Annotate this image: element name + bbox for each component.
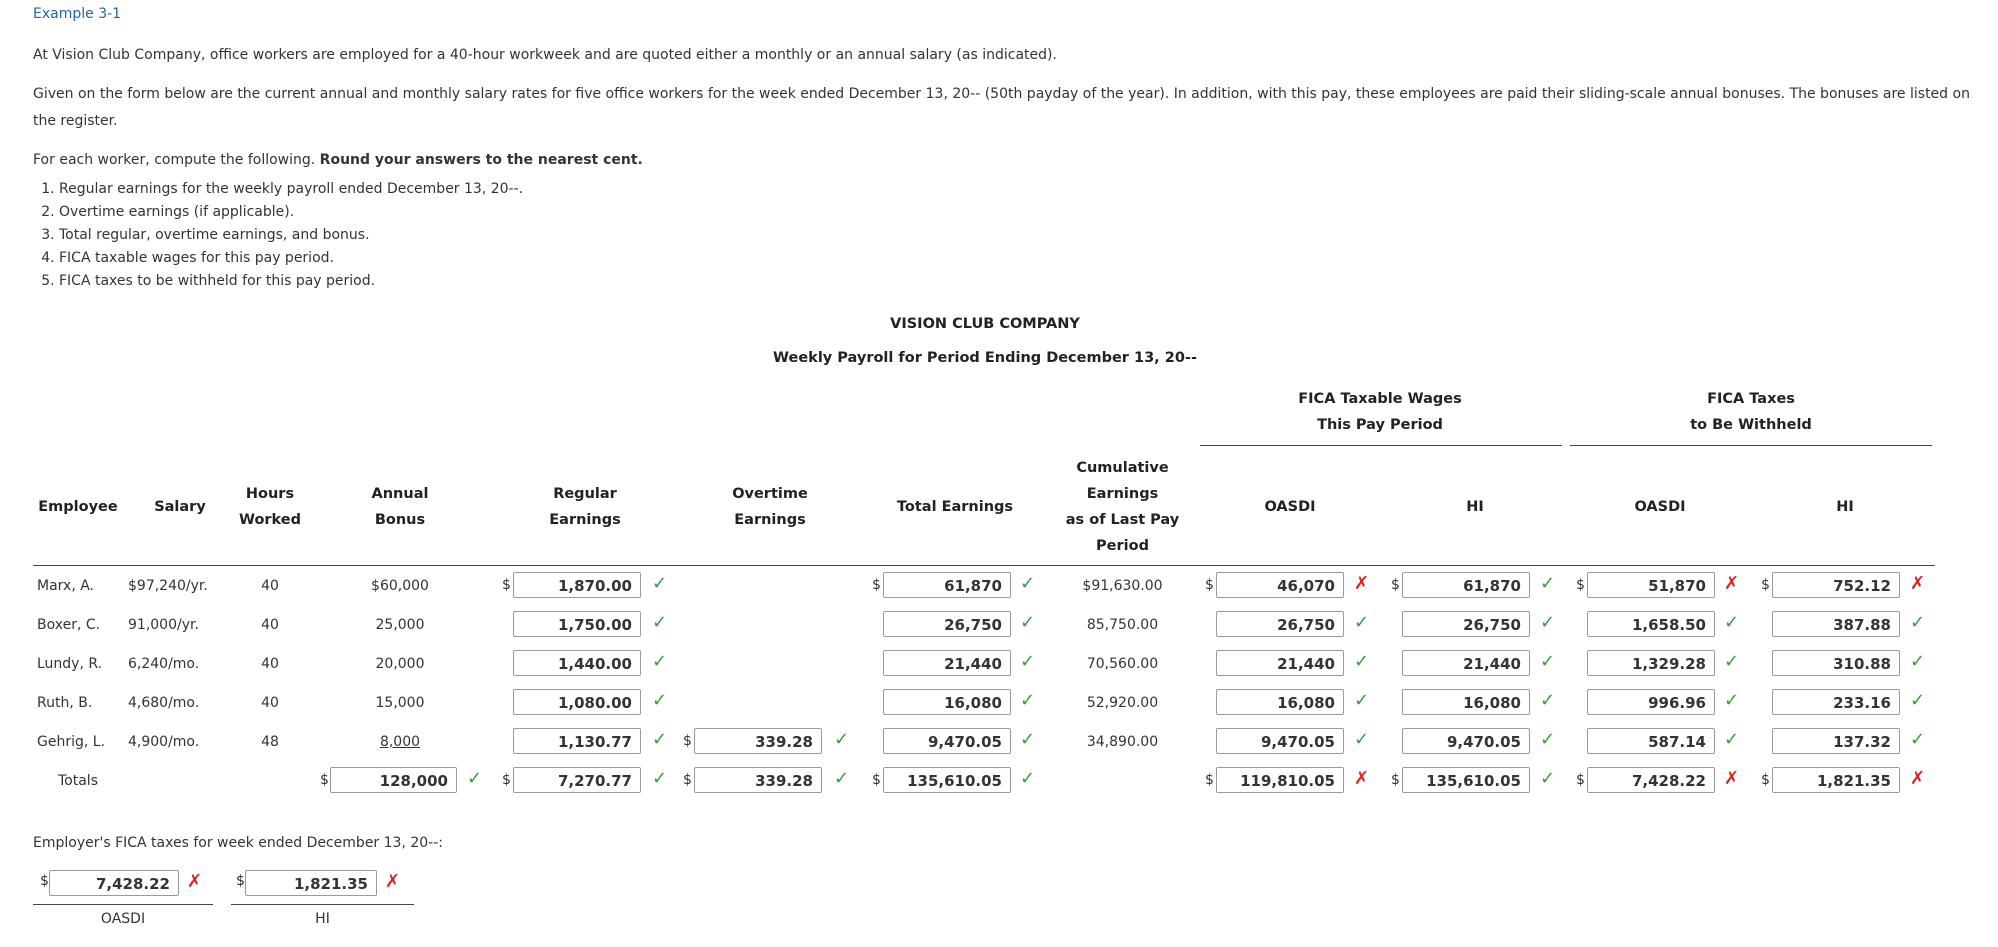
hi-wages-input[interactable]: 16,080 bbox=[1402, 689, 1530, 715]
dollar-sign: $ bbox=[502, 577, 511, 593]
col-hi-tax: HI bbox=[1836, 499, 1854, 515]
incorrect-icon: ✗ bbox=[187, 871, 203, 892]
intro-paragraph-3: For each worker, compute the following. Round your answers to the nearest cent. bbox=[33, 152, 643, 168]
col-oasdi-wages: OASDI bbox=[1264, 499, 1316, 515]
total-input[interactable]: 61,870 bbox=[883, 572, 1011, 598]
correct-icon: ✓ bbox=[1020, 729, 1036, 750]
dollar-sign: $ bbox=[1761, 772, 1770, 788]
col-regular: Regular Earnings bbox=[549, 486, 621, 528]
cumulative-value: $91,630.00 bbox=[1082, 578, 1163, 594]
overtime-input[interactable]: 339.28 bbox=[694, 728, 822, 754]
incorrect-icon: ✗ bbox=[1724, 573, 1740, 594]
oasdi-wages-input[interactable]: 21,440 bbox=[1216, 650, 1344, 676]
step-item: 4. FICA taxable wages for this pay period. bbox=[59, 247, 1993, 270]
regular-input[interactable]: 1,130.77 bbox=[513, 728, 641, 754]
correct-icon: ✓ bbox=[1540, 768, 1556, 789]
cumulative-value: 34,890.00 bbox=[1086, 734, 1159, 750]
dollar-sign: $ bbox=[1391, 577, 1400, 593]
col-cumulative: Cumulative Earnings as of Last Pay Period bbox=[1065, 460, 1180, 554]
correct-icon: ✓ bbox=[652, 729, 668, 750]
col-salary: Salary bbox=[154, 499, 206, 515]
dollar-sign: $ bbox=[1205, 577, 1214, 593]
group-header-wages: FICA Taxable Wages This Pay Period bbox=[1298, 391, 1462, 433]
dollar-sign: $ bbox=[872, 577, 881, 593]
oasdi-wages-total-input[interactable]: 119,810.05 bbox=[1216, 767, 1344, 793]
employee-name: Lundy, R. bbox=[37, 656, 103, 672]
oasdi-tax-input[interactable]: 587.14 bbox=[1587, 728, 1715, 754]
correct-icon: ✓ bbox=[467, 768, 483, 789]
incorrect-icon: ✗ bbox=[1354, 768, 1370, 789]
oasdi-tax-input[interactable]: 996.96 bbox=[1587, 689, 1715, 715]
incorrect-icon: ✗ bbox=[385, 871, 401, 892]
bonus-total-input[interactable]: 128,000 bbox=[330, 767, 457, 793]
incorrect-icon: ✗ bbox=[1724, 768, 1740, 789]
correct-icon: ✓ bbox=[1724, 690, 1740, 711]
incorrect-icon: ✗ bbox=[1910, 768, 1926, 789]
bonus-value: 20,000 bbox=[375, 656, 425, 672]
oasdi-tax-input[interactable]: 51,870 bbox=[1587, 572, 1715, 598]
regular-input[interactable]: 1,080.00 bbox=[513, 689, 641, 715]
salary-value: 6,240/mo. bbox=[128, 656, 200, 672]
employer-hi-label: HI bbox=[315, 911, 330, 927]
bonus-value: 15,000 bbox=[375, 695, 425, 711]
employer-hi-input[interactable]: 1,821.35 bbox=[245, 870, 377, 896]
correct-icon: ✓ bbox=[652, 612, 668, 633]
employee-name: Boxer, C. bbox=[37, 617, 101, 633]
oasdi-tax-input[interactable]: 1,329.28 bbox=[1587, 650, 1715, 676]
dollar-sign: $ bbox=[320, 772, 329, 788]
total-input[interactable]: 9,470.05 bbox=[883, 728, 1011, 754]
total-input[interactable]: 21,440 bbox=[883, 650, 1011, 676]
regular-input[interactable]: 1,750.00 bbox=[513, 611, 641, 637]
col-oasdi-tax: OASDI bbox=[1634, 499, 1686, 515]
dollar-sign: $ bbox=[502, 772, 511, 788]
correct-icon: ✓ bbox=[1540, 573, 1556, 594]
correct-icon: ✓ bbox=[1020, 612, 1036, 633]
step-item: 3. Total regular, overtime earnings, and bonus. bbox=[59, 224, 1993, 247]
salary-value: $97,240/yr. bbox=[128, 578, 208, 594]
hi-wages-input[interactable]: 26,750 bbox=[1402, 611, 1530, 637]
bonus-value: 25,000 bbox=[375, 617, 425, 633]
correct-icon: ✓ bbox=[652, 768, 668, 789]
correct-icon: ✓ bbox=[1354, 612, 1370, 633]
oasdi-wages-input[interactable]: 26,750 bbox=[1216, 611, 1344, 637]
hi-wages-input[interactable]: 61,870 bbox=[1402, 572, 1530, 598]
col-employee: Employee bbox=[38, 499, 118, 515]
correct-icon: ✓ bbox=[1910, 651, 1926, 672]
correct-icon: ✓ bbox=[1020, 651, 1036, 672]
col-hi-wages: HI bbox=[1466, 499, 1484, 515]
correct-icon: ✓ bbox=[1020, 768, 1036, 789]
hi-tax-input[interactable]: 310.88 bbox=[1772, 650, 1900, 676]
correct-icon: ✓ bbox=[1724, 612, 1740, 633]
correct-icon: ✓ bbox=[1354, 729, 1370, 750]
correct-icon: ✓ bbox=[1724, 729, 1740, 750]
oasdi-tax-total-input[interactable]: 7,428.22 bbox=[1587, 767, 1715, 793]
oasdi-wages-input[interactable]: 9,470.05 bbox=[1216, 728, 1344, 754]
salary-value: 91,000/yr. bbox=[128, 617, 199, 633]
cumulative-value: 85,750.00 bbox=[1086, 617, 1159, 633]
correct-icon: ✓ bbox=[1910, 612, 1926, 633]
employee-name: Gehrig, L. bbox=[37, 734, 106, 750]
dollar-sign: $ bbox=[1576, 772, 1585, 788]
bonus-value: 8,000 bbox=[379, 734, 421, 750]
correct-icon: ✓ bbox=[652, 690, 668, 711]
correct-icon: ✓ bbox=[834, 768, 850, 789]
hi-tax-input[interactable]: 387.88 bbox=[1772, 611, 1900, 637]
dollar-sign: $ bbox=[1391, 772, 1400, 788]
cumulative-value: 52,920.00 bbox=[1086, 695, 1159, 711]
correct-icon: ✓ bbox=[834, 729, 850, 750]
hi-tax-input[interactable]: 137.32 bbox=[1772, 728, 1900, 754]
regular-input[interactable]: 1,440.00 bbox=[513, 650, 641, 676]
dollar-sign: $ bbox=[236, 873, 245, 889]
company-title: VISION CLUB COMPANY bbox=[890, 316, 1080, 332]
hours-value: 40 bbox=[261, 656, 279, 672]
step-item: 5. FICA taxes to be withheld for this pay period. bbox=[59, 270, 1993, 293]
employee-name: Ruth, B. bbox=[37, 695, 93, 711]
total-input[interactable]: 16,080 bbox=[883, 689, 1011, 715]
correct-icon: ✓ bbox=[1020, 573, 1036, 594]
col-overtime: Overtime Earnings bbox=[732, 486, 808, 528]
oasdi-wages-input[interactable]: 46,070 bbox=[1216, 572, 1344, 598]
correct-icon: ✓ bbox=[1910, 729, 1926, 750]
group-wages-rule bbox=[1200, 445, 1562, 446]
step-item: 2. Overtime earnings (if applicable). bbox=[59, 201, 1993, 224]
hi-tax-input[interactable]: 752.12 bbox=[1772, 572, 1900, 598]
correct-icon: ✓ bbox=[1354, 690, 1370, 711]
overtime-total-input[interactable]: 339.28 bbox=[694, 767, 822, 793]
hi-wages-input[interactable]: 21,440 bbox=[1402, 650, 1530, 676]
intro-paragraph-1: At Vision Club Company, office workers are employed for a 40-hour workweek and are quoted either a monthly or an annual salary (as indicated). bbox=[33, 47, 1057, 63]
dollar-sign: $ bbox=[40, 873, 49, 889]
salary-value: 4,900/mo. bbox=[128, 734, 200, 750]
payroll-subtitle: Weekly Payroll for Period Ending December 13, 20-- bbox=[773, 350, 1197, 366]
cumulative-value: 70,560.00 bbox=[1086, 656, 1159, 672]
group-header-taxes: FICA Taxes to Be Withheld bbox=[1690, 391, 1812, 433]
intro-text bbox=[33, 42, 1993, 293]
dollar-sign: $ bbox=[872, 772, 881, 788]
correct-icon: ✓ bbox=[1354, 651, 1370, 672]
header-rule bbox=[33, 565, 1935, 566]
hi-tax-total-input[interactable]: 1,821.35 bbox=[1772, 767, 1900, 793]
employer-label: Employer's FICA taxes for week ended December 13, 20--: bbox=[33, 835, 443, 851]
hours-value: 40 bbox=[261, 578, 279, 594]
dollar-sign: $ bbox=[683, 772, 692, 788]
correct-icon: ✓ bbox=[1020, 690, 1036, 711]
col-total: Total Earnings bbox=[896, 499, 1014, 515]
total-total-input[interactable]: 135,610.05 bbox=[883, 767, 1011, 793]
hours-value: 48 bbox=[261, 734, 279, 750]
employee-name: Marx, A. bbox=[37, 578, 95, 594]
incorrect-icon: ✗ bbox=[1354, 573, 1370, 594]
correct-icon: ✓ bbox=[1540, 612, 1556, 633]
dollar-sign: $ bbox=[1761, 577, 1770, 593]
col-hours: Hours Worked bbox=[238, 486, 302, 528]
totals-label: Totals bbox=[58, 773, 98, 789]
regular-input[interactable]: 1,870.00 bbox=[513, 572, 641, 598]
hi-tax-input[interactable]: 233.16 bbox=[1772, 689, 1900, 715]
dollar-sign: $ bbox=[683, 733, 692, 749]
total-input[interactable]: 26,750 bbox=[883, 611, 1011, 637]
bonus-value: $60,000 bbox=[371, 578, 429, 594]
step-item: 1. Regular earnings for the weekly payroll ended December 13, 20--. bbox=[59, 178, 1993, 201]
salary-value: 4,680/mo. bbox=[128, 695, 200, 711]
group-taxes-rule bbox=[1570, 445, 1932, 446]
steps-list bbox=[33, 178, 1993, 293]
incorrect-icon: ✗ bbox=[1910, 573, 1926, 594]
employer-oasdi-label: OASDI bbox=[100, 911, 146, 927]
oasdi-wages-input[interactable]: 16,080 bbox=[1216, 689, 1344, 715]
hi-wages-total-input[interactable]: 135,610.05 bbox=[1402, 767, 1530, 793]
correct-icon: ✓ bbox=[1910, 690, 1926, 711]
regular-total-input[interactable]: 7,270.77 bbox=[513, 767, 641, 793]
hours-value: 40 bbox=[261, 695, 279, 711]
col-bonus: Annual Bonus bbox=[371, 486, 429, 528]
correct-icon: ✓ bbox=[652, 651, 668, 672]
employer-oasdi-rule bbox=[33, 904, 213, 905]
oasdi-tax-input[interactable]: 1,658.50 bbox=[1587, 611, 1715, 637]
dollar-sign: $ bbox=[1205, 772, 1214, 788]
example-link[interactable]: Example 3-1 bbox=[33, 6, 122, 22]
dollar-sign: $ bbox=[1576, 577, 1585, 593]
employer-oasdi-input[interactable]: 7,428.22 bbox=[49, 870, 179, 896]
hours-value: 40 bbox=[261, 617, 279, 633]
correct-icon: ✓ bbox=[1724, 651, 1740, 672]
hi-wages-input[interactable]: 9,470.05 bbox=[1402, 728, 1530, 754]
correct-icon: ✓ bbox=[1540, 690, 1556, 711]
correct-icon: ✓ bbox=[1540, 729, 1556, 750]
employer-hi-rule bbox=[231, 904, 414, 905]
correct-icon: ✓ bbox=[1540, 651, 1556, 672]
correct-icon: ✓ bbox=[652, 573, 668, 594]
intro-paragraph-2: Given on the form below are the current annual and monthly salary rates for five office workers for the week ended December 13, 20-- (50th payday of the year). In addition, with this pay, these employees are paid their sliding-scale annual bonuses. The bonuses are listed on the register. bbox=[33, 86, 1970, 129]
